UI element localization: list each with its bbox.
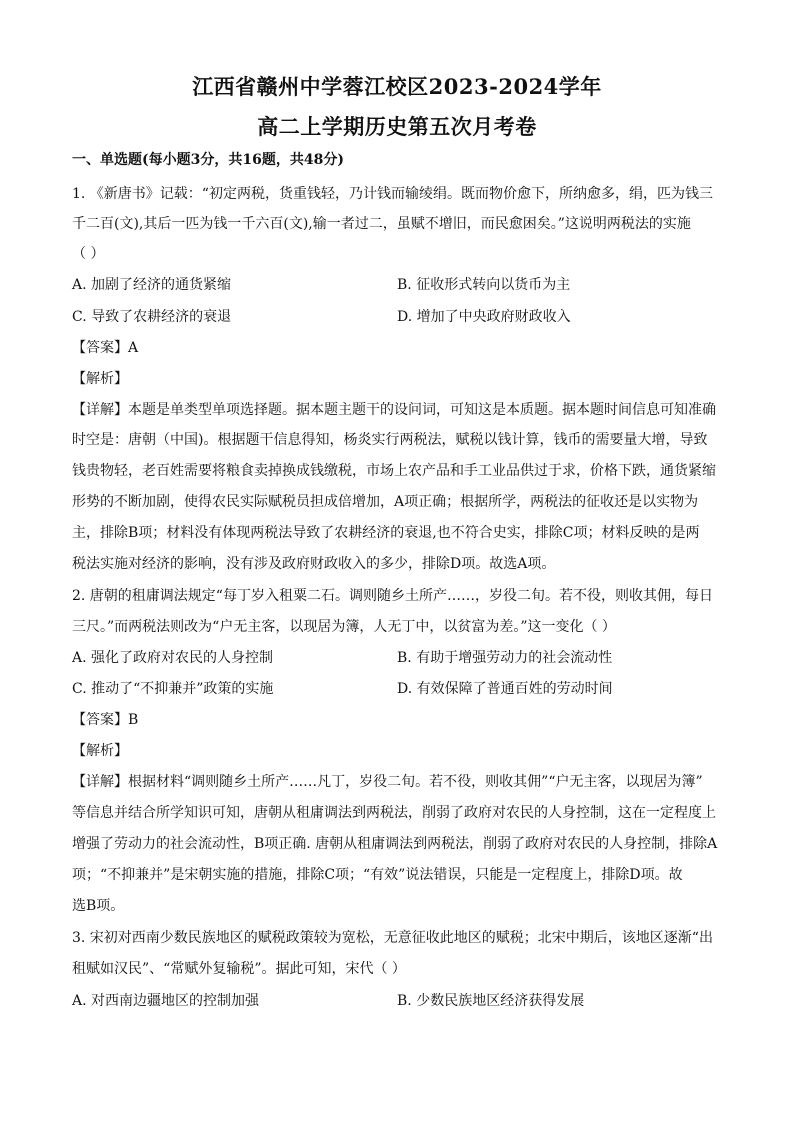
q2-answer: 【答案】B [72, 712, 139, 728]
q1-option-c: C. 导致了农耕经济的衰退 [72, 309, 232, 325]
q3-stem-line: 租赋如汉民”、“常赋外复输税”。据此可知，宋代（ ） [72, 961, 406, 977]
q2-option-d: D. 有效保障了普通百姓的劳动时间 [397, 681, 613, 697]
q1-detail-line: 钱贵物轻，老百姓需要将粮食卖掉换成钱缴税，市场上农产品和手工业品供过于求，价格下跌，通货紧缩 [72, 463, 716, 479]
document-title: 江西省赣州中学蓉江校区2023-2024学年 [192, 74, 602, 99]
q1-option-d: D. 增加了中央政府财政收入 [397, 309, 571, 325]
q3-option-b: B. 少数民族地区经济获得发展 [397, 993, 585, 1009]
q1-option-a: A. 加剧了经济的通货紧缩 [72, 277, 232, 293]
q1-stem-line: 1. 《新唐书》记载：“初定两税，货重钱轻，乃计钱而输绫绢。既而物价愈下，所纳愈多，绢，匹为钱三 [72, 186, 713, 202]
q1-option-b: B. 征收形式转向以货币为主 [397, 277, 571, 293]
q2-option-c: C. 推动了“不抑兼并”政策的实施 [72, 681, 274, 697]
section-heading: 一、单选题(每小题3分，共16题，共48分) [72, 152, 344, 168]
q2-detail-line: 增强了劳动力的社会流动性，B项正确. 唐朝从租庸调法到两税法，削弱了政府对农民的人身控制，排除A [72, 836, 718, 852]
q1-detail-line: 【详解】本题是单类型单项选择题。据本题主题干的设问词，可知这是本质题。据本题时间信息可知准确 [72, 402, 716, 418]
q1-analysis-label: 【解析】 [72, 371, 128, 387]
q2-analysis-label: 【解析】 [72, 743, 128, 759]
q2-detail-line: 项；“不抑兼并”是宋朝实施的措施，排除C项；“有效”说法错误，只能是一定程度上，排除D项。故 [72, 867, 683, 883]
q1-detail-line: 税法实施对经济的影响，没有涉及政府财政收入的多少，排除D项。故选A项。 [72, 556, 556, 572]
q2-option-a: A. 强化了政府对农民的人身控制 [72, 650, 274, 666]
q1-detail-line: 形势的不断加剧，使得农民实际赋税员担成倍增加，A项正确；根据所学，两税法的征收还是以实物为 [72, 494, 699, 510]
q1-stem-line: （ ） [72, 246, 105, 262]
q2-option-b: B. 有助于增强劳动力的社会流动性 [397, 650, 613, 666]
q3-stem-line: 3. 宋初对西南少数民族地区的赋税政策较为宽松，无意征收此地区的赋税；北宋中期后，该地区逐渐“出 [72, 930, 713, 946]
q2-detail-line: 等信息并结合所学知识可知，唐朝从租庸调法到两税法，削弱了政府对农民的人身控制，这在一定程度上 [72, 805, 716, 821]
q1-stem-line: 千二百(文),其后一匹为钱一千六百(文),输一者过二，虽赋不增旧，而民愈困矣。”这说明两税法的实施 [72, 216, 691, 232]
q2-detail-line: 选B项。 [72, 898, 125, 914]
q1-detail-line: 主，排除B项；材料没有体现两税法导致了农耕经济的衰退,也不符合史实，排除C项；材料反映的是两 [72, 525, 700, 541]
document-subtitle: 高二上学期历史第五次月考卷 [257, 114, 537, 139]
q3-option-a: A. 对西南边疆地区的控制加强 [72, 993, 260, 1009]
q2-stem-line: 三尺。”而两税法则改为“户无主客，以现居为簿，人无丁中，以贫富为差。”这一变化（ ） [72, 619, 616, 635]
q2-stem-line: 2. 唐朝的租庸调法规定“每丁岁入租粟二石。调则随乡土所产……，岁役二旬。若不役，则收其佣，每日 [72, 588, 713, 604]
q1-answer: 【答案】A [72, 340, 139, 356]
q2-detail-line: 【详解】根据材料“调则随乡土所产……凡丁，岁役二旬。若不役，则收其佣”“户无主客，以现居为簿” [72, 774, 703, 790]
q1-detail-line: 时空是：唐朝（中国)。根据题干信息得知，杨炎实行两税法，赋税以钱计算，钱币的需要量大增，导致 [72, 432, 708, 448]
